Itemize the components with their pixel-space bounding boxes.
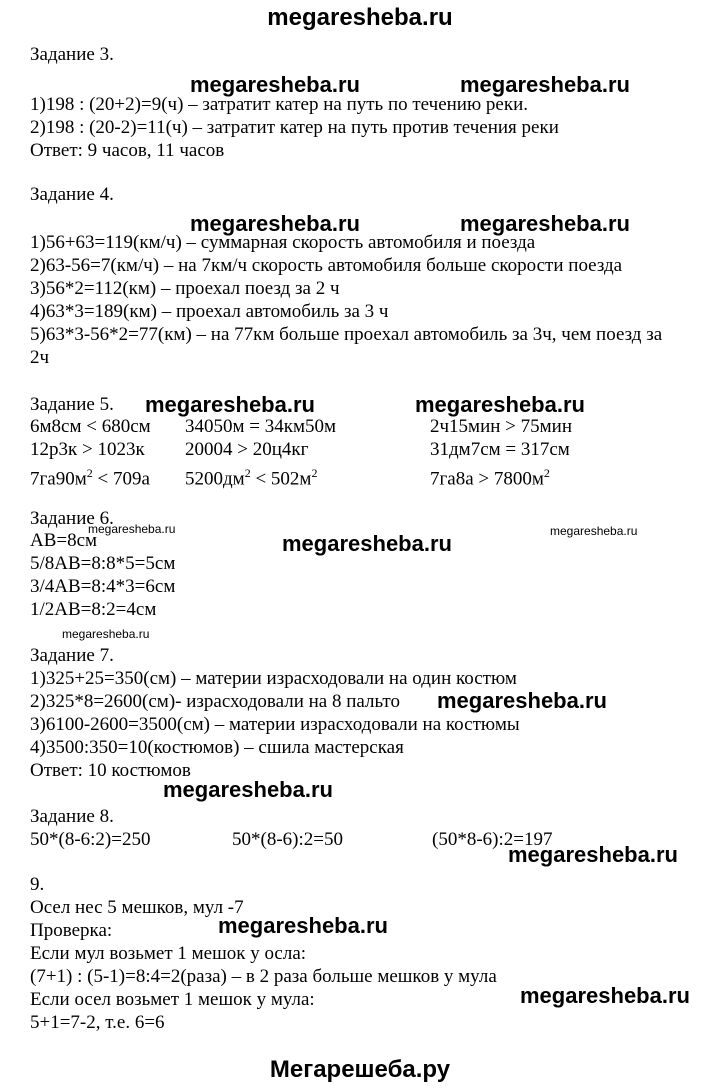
task3-line: 2)198 : (20-2)=11(ч) – затратит катер на путь против течения реки xyxy=(30,117,559,138)
watermark: megaresheba.ru xyxy=(218,913,388,938)
watermark: megaresheba.ru xyxy=(508,842,678,867)
task5-comparison: $7га90м^2 < 709а$ xyxy=(30,466,150,490)
watermark: megaresheba.ru xyxy=(415,392,585,417)
task6-line: 5/8АВ=8:8*5=5см xyxy=(30,553,176,574)
task6-line: 1/2АВ=8:2=4см xyxy=(30,599,157,620)
task8-expression: 50*(8-6:2)=250 xyxy=(30,829,151,850)
task6-line: АВ=8см xyxy=(30,530,98,551)
task4-line: 5)63*3-56*2=77(км) – на 77км больше проехал автомобиль за 3ч, чем поезд за xyxy=(30,324,663,345)
task4-line: 3)56*2=112(км) – проехал поезд за 2 ч xyxy=(30,278,340,299)
task5-comparison: 31дм7см = 317см xyxy=(430,439,570,460)
task5-comparison: $7га8а > 7800м^2$ xyxy=(430,466,550,490)
task9-line: (7+1) : (5-1)=8:4=2(раза) – в 2 раза больше мешков у мула xyxy=(30,966,497,987)
watermark: megaresheba.ru xyxy=(520,983,690,1008)
task7-line: 4)3500:350=10(костюмов) – сшила мастерская xyxy=(30,737,404,758)
task7-line: 2)325*8=2600(см)- израсходовали на 8 пальто xyxy=(30,691,400,712)
watermark: megaresheba.ru xyxy=(282,531,452,556)
task4-line: 2ч xyxy=(30,347,50,368)
watermark: megaresheba.ru xyxy=(437,688,607,713)
watermark: megaresheba.ru xyxy=(460,211,630,236)
watermark: megaresheba.ru xyxy=(460,72,630,97)
task9-line: Если осел возьмет 1 мешок у мула: xyxy=(30,989,315,1010)
task4-line: 2)63-56=7(км/ч) – на 7км/ч скорость автомобиля больше скорости поезда xyxy=(30,255,623,276)
watermark: megaresheba.ru xyxy=(145,392,315,417)
task7-answer: Ответ: 10 костюмов xyxy=(30,760,191,781)
task9-line: Если мул возьмет 1 мешок у осла: xyxy=(30,943,307,964)
task4-line: 4)63*3=189(км) – проехал автомобиль за 3 ч xyxy=(30,301,389,322)
watermark: megaresheba.ru xyxy=(163,777,333,802)
task5-comparison: 20004 > 20ц4кг xyxy=(185,439,309,460)
task3-line: 1)198 : (20+2)=9(ч) – затратит катер на путь по течению реки. xyxy=(30,94,528,115)
watermark: megaresheba.ru xyxy=(190,72,360,97)
task8-expression: 50*(8-6):2=50 xyxy=(232,829,343,850)
site-header: megaresheba.ru xyxy=(267,4,453,31)
task5-comparison: 6м8см < 680см xyxy=(30,416,151,437)
task5-comparison: $5200дм^2 < 502м^2$ xyxy=(185,466,318,490)
watermark: megaresheba.ru xyxy=(550,524,638,538)
task7-title: Задание 7. xyxy=(30,645,114,666)
task5-comparison: 2ч15мин > 75мин xyxy=(430,416,572,437)
task9-line: 5+1=7-2, т.е. 6=6 xyxy=(30,1012,165,1033)
task6-line: 3/4АВ=8:4*3=6см xyxy=(30,576,176,597)
task7-line: 1)325+25=350(см) – материи израсходовали на один костюм xyxy=(30,668,517,689)
task5-title: Задание 5. xyxy=(30,394,114,415)
watermark: megaresheba.ru xyxy=(88,522,176,536)
task9-line: Осел нес 5 мешков, мул -7 xyxy=(30,897,244,918)
task7-line: 3)6100-2600=3500(см) – материи израсходовали на костюмы xyxy=(30,714,520,735)
watermark: megaresheba.ru xyxy=(62,627,150,641)
task6-title: Задание 6. xyxy=(30,508,114,529)
task8-expression: (50*8-6):2=197 xyxy=(432,829,553,850)
task4-line: 1)56+63=119(км/ч) – суммарная скорость автомобиля и поезда xyxy=(30,232,536,253)
task9-line: Проверка: xyxy=(30,920,113,941)
task4-title: Задание 4. xyxy=(30,184,114,205)
task8-title: Задание 8. xyxy=(30,806,114,827)
task3-answer: Ответ: 9 часов, 11 часов xyxy=(30,140,225,161)
task9-title: 9. xyxy=(30,874,45,895)
watermark: megaresheba.ru xyxy=(190,211,360,236)
site-footer: Мегарешеба.ру xyxy=(269,1056,451,1083)
task5-comparison: 12р3к > 1023к xyxy=(30,439,145,460)
task3-title: Задание 3. xyxy=(30,44,114,65)
task5-comparison: 34050м = 34км50м xyxy=(185,416,337,437)
